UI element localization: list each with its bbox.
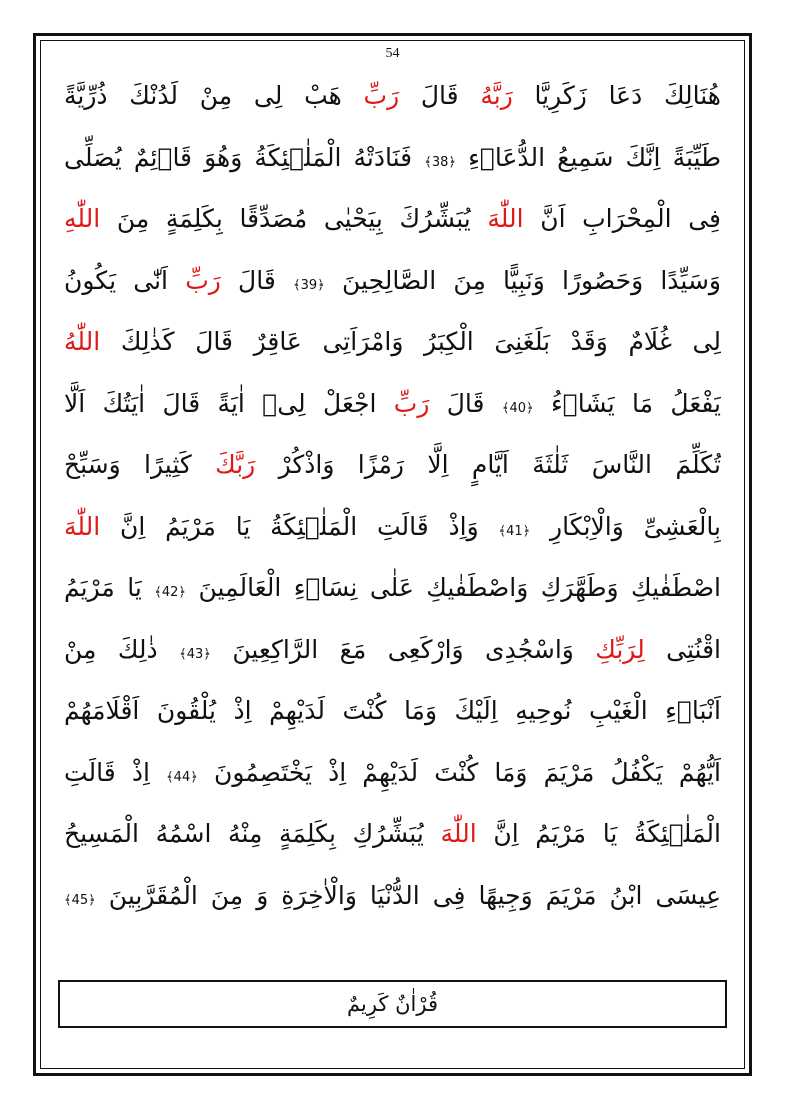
text-line: [64, 560, 721, 616]
highlighted-word: لِرَبِّكِ: [595, 634, 645, 664]
text-line: [64, 191, 721, 247]
text-segment: اَنْبَاۤءِ الْغَيْبِ نُوحِيهِ اِلَيْكَ وَمَا كُنْتَ لَدَيْهِمْ اِذْ يُلْقُونَ اَقْلَامَهُمْ: [64, 696, 721, 725]
page-number: 54: [385, 46, 400, 61]
ayah-number: ﴿39﴾: [293, 277, 325, 293]
text-segment: فَنَادَتْهُ الْمَلٰۤئِكَةُ وَهُوَ قَاۤئِمٌ يُصَلِّى: [64, 142, 425, 172]
quran-text-block: [64, 68, 721, 968]
text-segment: اَيُّهُمْ يَكْفُلُ مَرْيَمَ وَمَا كُنْتَ لَدَيْهِمْ اِذْ يَخْتَصِمُونَ: [197, 757, 721, 787]
text-line: [64, 745, 721, 801]
text-segment: عِيسَى ابْنُ مَرْيَمَ وَجِيهًا فِى الدُّنْيَا وَالْاٰخِرَةِ وَ مِنَ الْمُقَرَّبِينَ: [95, 880, 721, 910]
text-line: [64, 868, 721, 924]
text-line: [64, 437, 721, 493]
highlighted-word: اللّٰهُ: [64, 327, 101, 356]
text-segment: وَاِذْ قَالَتِ الْمَلٰۤئِكَةُ يَا مَرْيَمُ اِنَّ: [100, 511, 499, 541]
text-line: [64, 130, 721, 186]
footer-box: [58, 980, 727, 1028]
text-segment: يَفْعَلُ مَا يَشَاۤءُ: [533, 388, 721, 418]
text-segment: بِالْعَشِىِّ وَالْاِبْكَارِ: [530, 511, 721, 541]
text-line: [64, 376, 721, 432]
ayah-number: ﴿40﴾: [501, 400, 534, 416]
text-segment: فِى الْمِحْرَابِ اَنَّ: [523, 204, 721, 233]
highlighted-word: اللّٰهَ: [64, 511, 101, 541]
highlighted-word: رَبِّ: [363, 81, 400, 110]
text-segment: اجْعَلْ لِىۤ اٰيَةً قَالَ اٰيَتُكَ اَلَّا: [64, 388, 394, 418]
highlighted-word: رَبِّ: [393, 388, 430, 418]
text-segment: كَثِيرًا وَسَبِّحْ: [64, 450, 216, 479]
text-segment: يُبَشِّرُكَ بِيَحْيٰى مُصَدِّقًا بِكَلِمَةٍ مِنَ: [100, 204, 488, 233]
text-line: [64, 499, 721, 555]
text-segment: قَالَ: [399, 81, 481, 110]
text-segment: هَبْ لِى مِنْ لَدُنْكَ ذُرِّيَّةً: [64, 81, 364, 110]
ayah-number: ﴿41﴾: [498, 523, 531, 539]
text-segment: اصْطَفٰيكِ وَطَهَّرَكِ وَاصْطَفٰيكِ عَلٰى نِسَاۤءِ الْعَالَمِينَ: [186, 573, 721, 602]
text-segment: اقْنُتِى: [644, 634, 721, 664]
ayah-number: ﴿42﴾: [154, 585, 187, 600]
highlighted-word: اللّٰهَ: [487, 204, 524, 233]
text-segment: الْمَلٰۤئِكَةُ يَا مَرْيَمُ اِنَّ: [476, 819, 721, 848]
text-line: [64, 253, 721, 309]
ayah-number: ﴿38﴾: [424, 154, 457, 170]
ayah-number: ﴿45﴾: [64, 892, 96, 908]
text-segment: لِى غُلَامٌ وَقَدْ بَلَغَنِىَ الْكِبَرُ وَامْرَاَتِى عَاقِرٌ قَالَ كَذٰلِكَ: [100, 327, 721, 356]
text-segment: تُكَلِّمَ النَّاسَ ثَلٰثَةَ اَيَّامٍ اِلَّا رَمْزًا وَاذْكُرْ: [255, 450, 721, 479]
highlighted-word: رَبِّ: [185, 265, 221, 295]
ayah-number: ﴿44﴾: [166, 769, 198, 785]
text-segment: قَالَ: [429, 388, 502, 418]
text-line: [64, 314, 721, 370]
text-segment: ذٰلِكَ مِنْ: [64, 634, 180, 664]
text-segment: يَا مَرْيَمُ: [64, 573, 155, 602]
text-line: [64, 622, 721, 678]
ayah-number: ﴿43﴾: [179, 646, 211, 662]
text-segment: وَسَيِّدًا وَحَصُورًا وَنَبِيًّا مِنَ الصَّالِحِينَ: [324, 265, 721, 295]
text-segment: اَنّٰى يَكُونُ: [64, 265, 186, 295]
text-segment: وَاسْجُدِى وَارْكَعِى مَعَ الرَّاكِعِينَ: [210, 634, 596, 664]
highlighted-word: رَبَّكَ: [215, 450, 256, 479]
text-line: [64, 683, 721, 739]
highlighted-word: اللّٰهِ: [64, 204, 101, 233]
text-segment: طَيِّبَةً اِنَّكَ سَمِيعُ الدُّعَاۤءِ: [456, 142, 721, 172]
text-line: [64, 806, 721, 862]
text-segment: اِذْ قَالَتِ: [64, 757, 167, 787]
text-segment: يُبَشِّرُكِ بِكَلِمَةٍ مِنْهُ اسْمُهُ الْمَسِيحُ: [64, 819, 441, 848]
highlighted-word: رَبَّهُ: [480, 81, 513, 110]
footer-label: قُرْاٰنٌ كَرِيمٌ: [347, 992, 438, 1016]
text-line: [64, 68, 721, 124]
highlighted-word: اللّٰهَ: [440, 819, 477, 848]
text-segment: قَالَ: [220, 265, 293, 295]
text-segment: هُنَالِكَ دَعَا زَكَرِيَّا: [512, 81, 721, 110]
